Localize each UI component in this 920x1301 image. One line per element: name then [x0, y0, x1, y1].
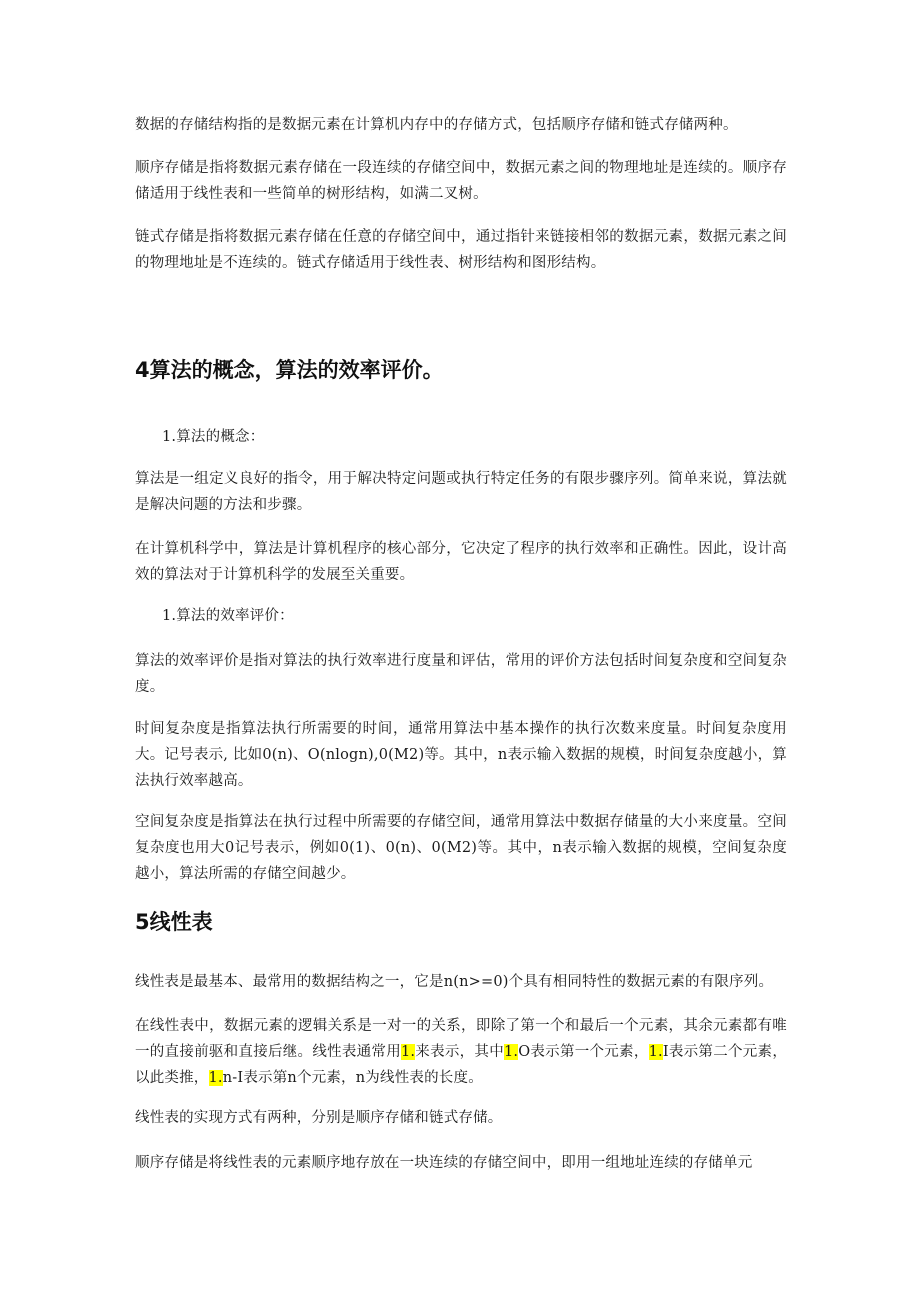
subheading-algorithm-concept: 1.算法的概念：	[162, 429, 265, 445]
paragraph-storage-intro: 数据的存储结构指的是数据元素在计算机内存中的存储方式，包括顺序存储和链式存储两种。	[135, 117, 738, 133]
paragraph-linked-storage: 链式存储是指将数据元素存储在任意的存储空间中，通过指针来链接相邻的数据元素，数据元素之间的物理地址是不连续的。链式存储适用于线性表、树形结构和图形结构。	[135, 229, 787, 271]
relation-text-3: O表示第一个元素，	[518, 1044, 649, 1060]
relation-text-1: 在线性表中，数据元素的逻辑关系是一对一的关系，即除了第一个和最后一个元素，其余元素都有唯一的直接前驱和直接后继。线性表通常用	[135, 1018, 787, 1060]
relation-text-2: 来表示，其中	[415, 1044, 504, 1060]
paragraph-sequential-linear: 顺序存储是将线性表的元素顺序地存放在一块连续的存储空间中，即用一组地址连续的存储单元	[135, 1155, 753, 1171]
paragraph-space-complexity: 空间复杂度是指算法在执行过程中所需要的存储空间，通常用算法中数据存储量的大小来度量。空间复杂度也用大0记号表示，例如0(1)、0(n)、0(M2)等。其中，n表示输入数据的规模，空间复杂度越小，算法所需的存储空间越少。	[135, 814, 787, 882]
relation-text-5: n-I表示第n个元素，n为线性表的长度。	[222, 1070, 483, 1086]
section-heading-5: 5线性表	[135, 910, 213, 934]
section-heading-4: 4算法的概念，算法的效率评价。	[135, 358, 444, 382]
paragraph-algorithm-core: 在计算机科学中，算法是计算机程序的核心部分，它决定了程序的执行效率和正确性。因此，设计高效的算法对于计算机科学的发展至关重要。	[135, 541, 787, 583]
paragraph-implementation: 线性表的实现方式有两种，分别是顺序存储和链式存储。	[135, 1110, 503, 1126]
paragraph-sequential-storage: 顺序存储是指将数据元素存储在一段连续的存储空间中，数据元素之间的物理地址是连续的。顺序存储适用于线性表和一些简单的树形结构，如满二叉树。	[135, 160, 787, 202]
paragraph-algorithm-definition: 算法是一组定义良好的指令，用于解决特定问题或执行特定任务的有限步骤序列。简单来说，算法就是解决问题的方法和步骤。	[135, 471, 787, 513]
paragraph-efficiency-evaluation: 算法的效率评价是指对算法的执行效率进行度量和评估，常用的评价方法包括时间复杂度和空间复杂度。	[135, 653, 787, 695]
paragraph-linear-list-definition: 线性表是最基本、最常用的数据结构之一，它是n(n>=0)个具有相同特性的数据元素的有限序列。	[135, 974, 774, 990]
highlight-mark: 1.	[400, 1044, 416, 1060]
relation-text-4: I表示第二个元素，以此类推，	[135, 1044, 788, 1086]
subheading-algorithm-efficiency: 1.算法的效率评价：	[162, 608, 294, 624]
highlight-mark: 1.	[208, 1070, 223, 1086]
paragraph-time-complexity: 时间复杂度是指算法执行所需要的时间，通常用算法中基本操作的执行次数来度量。时间复杂度用大。记号表示, 比如0(n)、O(nlogn),0(M2)等。其中，n表示输入数据的规模，时间复杂度越小，算法执行效率越高。	[135, 721, 787, 789]
paragraph-linear-list-relation	[135, 1013, 787, 1091]
highlight-mark: 1.	[648, 1044, 663, 1060]
highlight-mark: 1.	[503, 1044, 519, 1060]
